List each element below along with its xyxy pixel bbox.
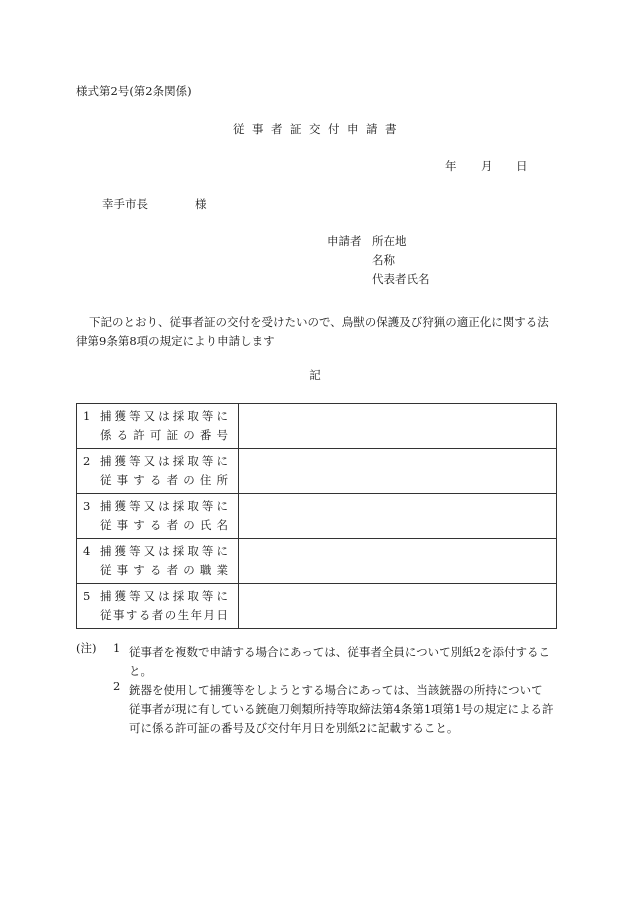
item-label-line: 捕獲等又は採取等に (100, 544, 228, 558)
item-label-line: 従事する者の住所 (100, 473, 228, 487)
item-label (100, 587, 228, 625)
item-label-cell (77, 539, 239, 584)
notes-tag: (注) (76, 641, 97, 655)
date-month-label: 月 (481, 159, 493, 173)
applicant-name-label: 名称 (372, 253, 395, 267)
item-label-line: 捕獲等又は採取等に (100, 589, 228, 603)
item-label-line: 従事する者の氏名 (100, 518, 228, 532)
addressee-honorific: 様 (195, 197, 207, 211)
intro-paragraph: 下記のとおり、従事者証の交付を受けたいので、鳥獣の保護及び狩猟の適正化に関する法律第9条第8項の規定により申請します (76, 315, 549, 348)
item-label (100, 407, 228, 445)
addressee-name: 幸手市長 (102, 197, 148, 211)
applicant-label: 申請者 (327, 234, 362, 248)
item-number: 3 (83, 499, 91, 513)
table-row (77, 494, 557, 539)
note-number: 1 (113, 641, 121, 655)
items-table (76, 403, 557, 629)
item-label-line: 従事する者の職業 (100, 563, 228, 577)
item-label (100, 452, 228, 490)
date-year-label: 年 (445, 159, 457, 173)
item-label (100, 542, 228, 580)
item-value-cell[interactable] (239, 404, 557, 449)
table-row (77, 584, 557, 629)
note-number: 2 (113, 679, 121, 693)
item-label (100, 497, 228, 535)
note-text: 銃器を使用して捕獲等をしようとする場合にあっては、当該銃器の所持について従事者が現に有している銃砲刀剣類所持等取締法第4条第1項第1号の規定による許可に係る許可証の番号及び交付年月日を別紙2に記載すること。 (129, 683, 554, 735)
item-number: 4 (83, 544, 91, 558)
item-number: 2 (83, 454, 91, 468)
date-day-label: 日 (516, 159, 528, 173)
table-row (77, 404, 557, 449)
item-label-line: 従事する者の生年月日 (100, 608, 228, 622)
item-label-line: 捕獲等又は採取等に (100, 409, 228, 423)
document-title: 従事者証交付申請書 (233, 122, 404, 136)
item-number: 1 (83, 409, 91, 423)
applicant-representative-label: 代表者氏名 (372, 272, 430, 286)
item-label-line: 捕獲等又は採取等に (100, 499, 228, 513)
item-label-cell (77, 404, 239, 449)
item-label-cell (77, 584, 239, 629)
item-label-line: 捕獲等又は採取等に (100, 454, 228, 468)
note-text: 従事者を複数で申請する場合にあっては、従事者全員について別紙2を添付すること。 (129, 645, 550, 678)
item-number: 5 (83, 589, 91, 603)
table-row (77, 539, 557, 584)
item-label-cell (77, 449, 239, 494)
item-value-cell[interactable] (239, 449, 557, 494)
item-value-cell[interactable] (239, 539, 557, 584)
table-row (77, 449, 557, 494)
item-value-cell[interactable] (239, 494, 557, 539)
item-label-line: 係る許可証の番号 (100, 428, 228, 442)
form-number: 様式第2号(第2条関係) (76, 84, 192, 98)
item-value-cell[interactable] (239, 584, 557, 629)
applicant-address-label: 所在地 (372, 234, 407, 248)
ki-heading: 記 (309, 368, 321, 382)
item-label-cell (77, 494, 239, 539)
